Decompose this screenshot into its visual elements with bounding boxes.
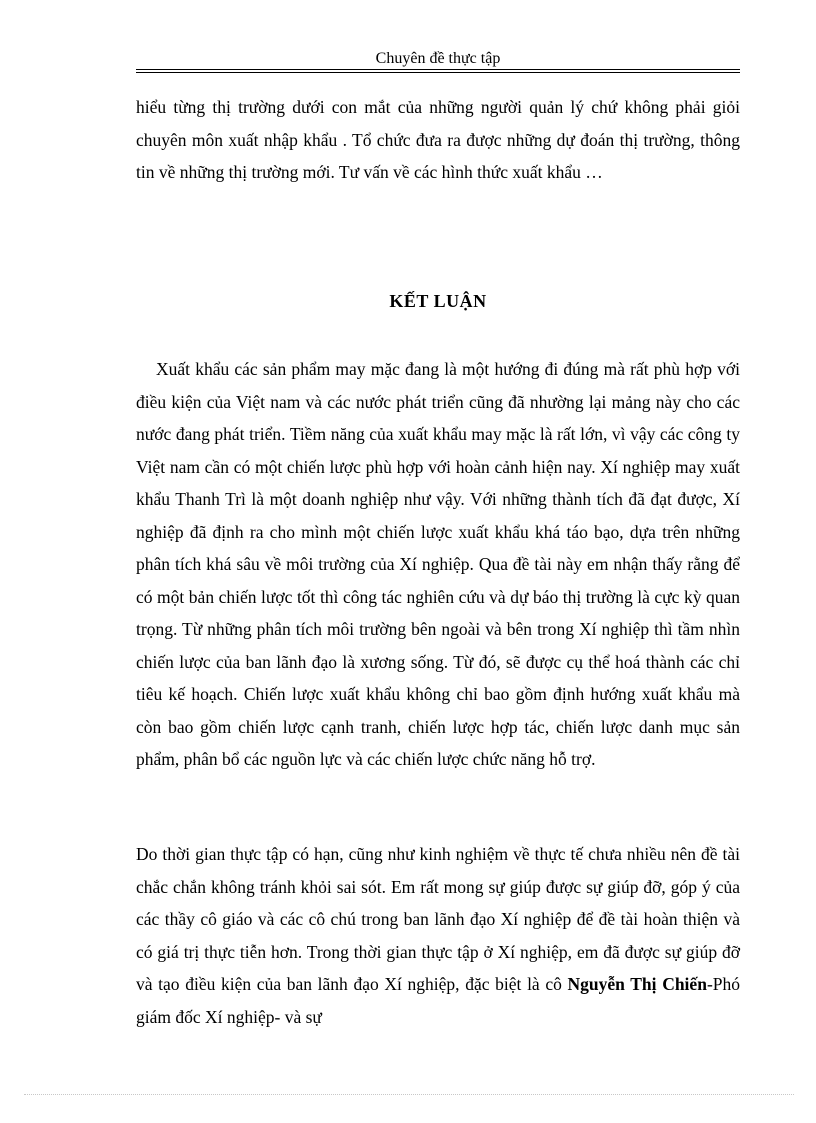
header-rule-top [136,69,740,70]
paragraph-2-text-end: -Phó giám đốc Xí nghiệp- và sự [136,974,740,1027]
page-footer-divider [24,1094,794,1095]
supervisor-name: Nguyễn Thị Chiến [567,974,707,994]
conclusion-paragraph-2 [136,838,740,1033]
paragraph-2-text-start: Do thời gian thực tập có hạn, cũng như kinh nghiệm về thực tế chưa nhiều nên đề tài chắc chắn không tránh khỏi sai sót. Em rất mong sự giúp được sự giúp đỡ, góp ý của các thầy cô giáo và các cô chú trong ban lãnh đạo Xí nghiệp để đề tài hoàn thiện và có giá trị thực tiễn hơn. Trong thời gian thực tập ở Xí nghiệp, em đã được sự giúp đỡ và tạo điều kiện của ban lãnh đạo Xí nghiệp, đặc biệt là cô [136,844,740,994]
continuation-paragraph: hiểu từng thị trường dưới con mắt của những người quản lý chứ không phải giỏi chuyên môn xuất nhập khẩu . Tổ chức đưa ra được những dự đoán thị trường, thông tin về những thị trường mới. Tư vấn về các hình thức xuất khẩu … [136,97,740,182]
header-rule-bottom [136,72,740,73]
conclusion-heading: KẾT LUẬN [389,291,487,311]
page-header-title: Chuyên đề thực tập [375,50,501,67]
conclusion-paragraph-1: Xuất khẩu các sản phẩm may mặc đang là một hướng đi đúng mà rất phù hợp với điều kiện của Việt nam và các nước phát triển cũng đã nhường lại mảng này cho các nước đang phát triển. Tiềm năng của xuất khẩu may mặc là rất lớn, vì vậy các công ty Việt nam cần có một chiến lược phù hợp với hoàn cảnh hiện nay. Xí nghiệp may xuất khẩu Thanh Trì là một doanh nghiệp như vậy. Với những thành tích đã đạt được, Xí nghiệp đã định ra cho mình một chiến lược xuất khẩu khá táo bạo, dựa trên những phân tích khá sâu về môi trường của Xí nghiệp. Qua đề tài này em nhận thấy rằng để có một bản chiến lược tốt thì công tác nghiên cứu và dự báo thị trường là cực kỳ quan trọng. Từ những phân tích môi trường bên ngoài và bên trong Xí nghiệp thì tầm nhìn chiến lược của ban lãnh đạo là xương sống. Từ đó, sẽ được cụ thể hoá thành các chỉ tiêu kế hoạch. Chiến lược xuất khẩu không chỉ bao gồm định hướng xuất khẩu mà còn bao gồm chiến lược cạnh tranh, chiến lược hợp tác, chiến lược danh mục sản phẩm, phân bổ các nguồn lực và các chiến lược chức năng hỗ trợ. [136,359,740,769]
